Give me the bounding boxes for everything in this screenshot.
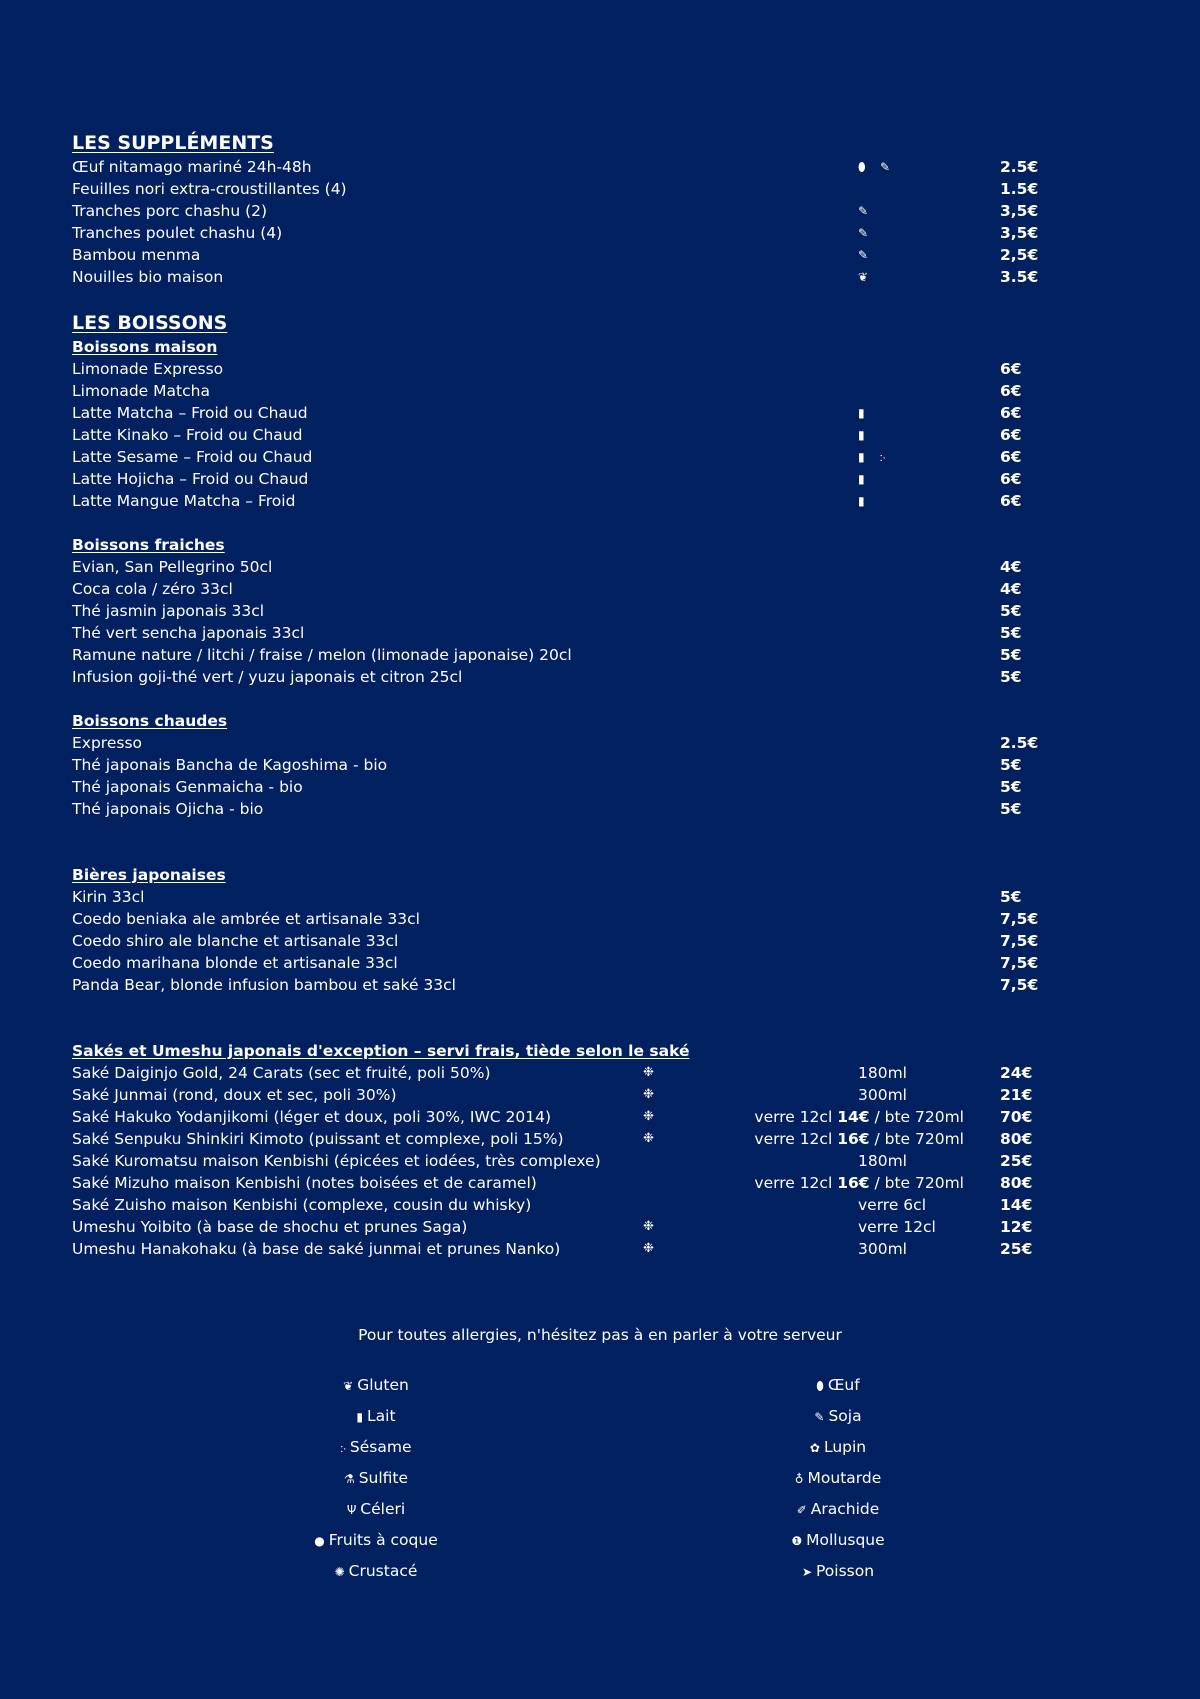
menu-item: [72, 200, 1132, 222]
item-name: Infusion goji-thé vert / yuzu japonais et citron 25cl: [72, 668, 463, 686]
item-price: 6€: [1000, 426, 1022, 444]
volume-label: verre 12cl: [858, 1218, 936, 1236]
allergen-icons: [858, 244, 880, 266]
legend-item-oeuf: [688, 1370, 988, 1401]
item-name: Saké Hakuko Yodanjikomi (léger et doux, poli 30%, IWC 2014): [72, 1108, 552, 1126]
arachide-icon: ✐: [796, 1503, 807, 1517]
legend-item-moutarde: [688, 1463, 988, 1494]
allergen-icons: [858, 468, 880, 490]
milk-icon: ▮: [858, 406, 865, 420]
item-volume: [858, 1216, 936, 1238]
volume-label: 180ml: [858, 1064, 907, 1082]
lait-icon: ▮: [356, 1410, 364, 1424]
sake-item: [72, 1238, 1132, 1260]
menu-item: [72, 490, 1132, 512]
menu-item: [72, 468, 1132, 490]
item-price: 6€: [1000, 492, 1022, 510]
sake-item: [72, 1150, 1132, 1172]
soy-icon: ✎: [880, 160, 891, 174]
item-price: 5€: [1000, 888, 1022, 906]
sake-list: [72, 1062, 1132, 1260]
legend-item-crustace: [226, 1556, 526, 1587]
item-name: Expresso: [72, 734, 143, 752]
item-name: Kirin 33cl: [72, 888, 145, 906]
subsection-title-cold: Boissons fraiches: [72, 536, 225, 554]
menu-item: [72, 776, 1132, 798]
sake-item: [72, 1128, 1132, 1150]
item-price: 7,5€: [1000, 954, 1039, 972]
subsection-title-hot: Boissons chaudes: [72, 712, 228, 730]
legend-item-sulfite: [226, 1463, 526, 1494]
house-drinks-list: [72, 358, 1132, 512]
sesame-icon: ჻: [880, 450, 886, 464]
moutarde-icon: ♁: [794, 1472, 804, 1486]
soy-icon: ✎: [858, 204, 869, 218]
volume-label: 300ml: [858, 1086, 907, 1104]
section-title: LES SUPPLÉMENTS: [72, 132, 274, 154]
volume-label: 180ml: [858, 1152, 907, 1170]
item-price: 6€: [1000, 404, 1022, 422]
menu-item: [72, 358, 1132, 380]
legend-label: Œuf: [827, 1376, 860, 1394]
legend-item-arachide: [688, 1494, 988, 1525]
item-price: 1.5€: [1000, 180, 1039, 198]
fruits-a-coque-icon: ●: [314, 1534, 325, 1548]
item-name: Umeshu Yoibito (à base de shochu et prunes Saga): [72, 1218, 468, 1236]
item-volume: [858, 1194, 926, 1216]
item-price: 7,5€: [1000, 976, 1039, 994]
hot-drinks-list: [72, 732, 1132, 820]
allergen-legend-left: [226, 1370, 526, 1587]
item-price: 5€: [1000, 800, 1022, 818]
item-price: 2.5€: [1000, 734, 1039, 752]
poisson-icon: ➤: [801, 1565, 812, 1579]
gluten-icon: ❦: [343, 1379, 354, 1393]
legend-item-gluten: [226, 1370, 526, 1401]
volume-label: / bte 720ml: [869, 1174, 964, 1192]
milk-icon: ▮: [858, 494, 865, 508]
menu-item: [72, 244, 1132, 266]
menu-item: [72, 424, 1132, 446]
item-name: Thé japonais Genmaicha - bio: [72, 778, 303, 796]
item-price: 7,5€: [1000, 910, 1039, 928]
menu-item: [72, 974, 1132, 996]
legend-label: Lait: [367, 1407, 396, 1425]
item-name: Tranches porc chashu (2): [72, 202, 268, 220]
item-name: Coca cola / zéro 33cl: [72, 580, 233, 598]
item-name: Coedo beniaka ale ambrée et artisanale 33cl: [72, 910, 420, 928]
cold-serve-icon: ❉: [643, 1065, 654, 1080]
item-price: 6€: [1000, 382, 1022, 400]
legend-label: Lupin: [823, 1438, 867, 1456]
lupin-icon: ✿: [809, 1441, 820, 1455]
allergen-icons: [858, 266, 880, 288]
glass-label: verre 12cl: [754, 1174, 838, 1192]
legend-item-poisson: [688, 1556, 988, 1587]
menu-item: [72, 644, 1132, 666]
legend-label: Céleri: [360, 1500, 406, 1518]
item-price: 4€: [1000, 558, 1022, 576]
legend-item-mollusque: [688, 1525, 988, 1556]
legend-label: Arachide: [810, 1500, 880, 1518]
menu-item: [72, 402, 1132, 424]
item-name: Panda Bear, blonde infusion bambou et saké 33cl: [72, 976, 456, 994]
legend-item-lait: [226, 1401, 526, 1432]
menu-item: [72, 732, 1132, 754]
milk-icon: ▮: [858, 472, 865, 486]
drinks-section: [72, 310, 1132, 1260]
cold-serve-icon: ❉: [643, 1219, 654, 1234]
item-volume: [858, 1150, 907, 1172]
sake-item: [72, 1194, 1132, 1216]
legend-label: Moutarde: [807, 1469, 882, 1487]
item-price: 2.5€: [1000, 158, 1039, 176]
gluten-icon: ❦: [858, 270, 869, 284]
menu-item: [72, 222, 1132, 244]
item-price: 5€: [1000, 756, 1022, 774]
allergen-icons: [858, 490, 880, 512]
sake-item: [72, 1062, 1132, 1084]
item-name: Latte Hojicha – Froid ou Chaud: [72, 470, 309, 488]
volume-label: 300ml: [858, 1240, 907, 1258]
item-price: 80€: [1000, 1174, 1033, 1192]
item-name: Latte Kinako – Froid ou Chaud: [72, 426, 303, 444]
item-name: Thé japonais Ojicha - bio: [72, 800, 264, 818]
milk-icon: ▮: [858, 428, 865, 442]
item-price: 5€: [1000, 778, 1022, 796]
volume-label: verre 6cl: [858, 1196, 926, 1214]
menu-page: [72, 130, 1132, 1260]
glass-label: verre 12cl: [754, 1108, 838, 1126]
item-name: Bambou menma: [72, 246, 201, 264]
item-name: Saké Daiginjo Gold, 24 Carats (sec et fruité, poli 50%): [72, 1064, 491, 1082]
item-name: Saké Junmai (rond, doux et sec, poli 30%): [72, 1086, 397, 1104]
item-name: Thé japonais Bancha de Kagoshima - bio: [72, 756, 388, 774]
item-price: 7,5€: [1000, 932, 1039, 950]
allergen-icons: [858, 402, 880, 424]
item-name: Coedo marihana blonde et artisanale 33cl: [72, 954, 398, 972]
item-price: 21€: [1000, 1086, 1033, 1104]
item-volume: [858, 1062, 907, 1084]
sake-item: [72, 1216, 1132, 1238]
item-name: Œuf nitamago mariné 24h-48h: [72, 158, 312, 176]
item-name: Saké Zuisho maison Kenbishi (complexe, cousin du whisky): [72, 1196, 532, 1214]
legend-item-sesame: [226, 1432, 526, 1463]
cold-serve-icon: ❉: [643, 1241, 654, 1256]
legend-label: Sésame: [349, 1438, 412, 1456]
sake-item: [72, 1084, 1132, 1106]
item-name: Saké Mizuho maison Kenbishi (notes boisées et de caramel): [72, 1174, 537, 1192]
item-price: 3.5€: [1000, 268, 1039, 286]
item-volume: [754, 1128, 964, 1150]
item-name: Nouilles bio maison: [72, 268, 224, 286]
item-name: Saké Kuromatsu maison Kenbishi (épicées et iodées, très complexe): [72, 1152, 601, 1170]
item-price: 80€: [1000, 1130, 1033, 1148]
item-price: 3,5€: [1000, 202, 1039, 220]
item-price: 70€: [1000, 1108, 1033, 1126]
item-price: 25€: [1000, 1240, 1033, 1258]
cold-serve-icon: ❉: [643, 1109, 654, 1124]
supplements-list: [72, 156, 1132, 288]
allergen-icons: [858, 222, 880, 244]
glass-price: 14€: [837, 1108, 870, 1126]
legend-label: Crustacé: [348, 1562, 418, 1580]
item-volume: [858, 1238, 907, 1260]
item-price: 12€: [1000, 1218, 1033, 1236]
item-name: Limonade Matcha: [72, 382, 210, 400]
sake-item: [72, 1106, 1132, 1128]
cold-serve-icon: ❉: [643, 1087, 654, 1102]
item-name: Latte Sesame – Froid ou Chaud: [72, 448, 313, 466]
beers-list: [72, 886, 1132, 996]
legend-item-lupin: [688, 1432, 988, 1463]
soja-icon: ✎: [814, 1410, 825, 1424]
subsection-title-beers: Bières japonaises: [72, 866, 226, 884]
glass-price: 16€: [837, 1130, 870, 1148]
sesame-icon: ჻: [340, 1441, 346, 1455]
glass-label: verre 12cl: [754, 1130, 838, 1148]
allergen-icons: [858, 446, 902, 468]
item-price: 24€: [1000, 1064, 1033, 1082]
menu-item: [72, 908, 1132, 930]
menu-item: [72, 798, 1132, 820]
crustace-icon: ✺: [334, 1565, 345, 1579]
item-price: 5€: [1000, 602, 1022, 620]
legend-label: Fruits à coque: [328, 1531, 438, 1549]
item-price: 2,5€: [1000, 246, 1039, 264]
item-price: 14€: [1000, 1196, 1033, 1214]
sulfite-icon: ⚗: [343, 1472, 355, 1486]
sake-item: [72, 1172, 1132, 1194]
section-title: LES BOISSONS: [72, 312, 228, 334]
item-name: Thé vert sencha japonais 33cl: [72, 624, 305, 642]
item-price: 5€: [1000, 646, 1022, 664]
item-price: 25€: [1000, 1152, 1033, 1170]
item-price: 6€: [1000, 448, 1022, 466]
allergen-icons: [858, 424, 880, 446]
item-name: Coedo shiro ale blanche et artisanale 33cl: [72, 932, 399, 950]
milk-icon: ▮: [858, 450, 865, 464]
legend-label: Gluten: [357, 1376, 409, 1394]
item-name: Ramune nature / litchi / fraise / melon (limonade japonaise) 20cl: [72, 646, 572, 664]
menu-item: [72, 380, 1132, 402]
item-price: 6€: [1000, 360, 1022, 378]
item-name: Saké Senpuku Shinkiri Kimoto (puissant et complexe, poli 15%): [72, 1130, 564, 1148]
celeri-icon: Ψ: [346, 1503, 357, 1517]
volume-label: / bte 720ml: [869, 1108, 964, 1126]
cold-drinks-list: [72, 556, 1132, 688]
soy-icon: ✎: [858, 248, 869, 262]
volume-label: / bte 720ml: [869, 1130, 964, 1148]
item-volume: [858, 1084, 907, 1106]
cold-serve-icon: ❉: [643, 1131, 654, 1146]
menu-item: [72, 952, 1132, 974]
item-name: Latte Matcha – Froid ou Chaud: [72, 404, 308, 422]
menu-item: [72, 754, 1132, 776]
legend-item-soja: [688, 1401, 988, 1432]
item-name: Latte Mangue Matcha – Froid: [72, 492, 296, 510]
item-volume: [754, 1106, 964, 1128]
subsection-title-house: Boissons maison: [72, 338, 218, 356]
legend-label: Poisson: [816, 1562, 875, 1580]
menu-item: [72, 556, 1132, 578]
item-price: 5€: [1000, 624, 1022, 642]
egg-icon: ⬮: [858, 160, 866, 174]
item-price: 5€: [1000, 668, 1022, 686]
item-name: Feuilles nori extra-croustillantes (4): [72, 180, 347, 198]
item-price: 4€: [1000, 580, 1022, 598]
legend-item-celeri: [226, 1494, 526, 1525]
menu-item: [72, 446, 1132, 468]
item-price: 6€: [1000, 470, 1022, 488]
menu-item: [72, 666, 1132, 688]
menu-item: [72, 266, 1132, 288]
item-price: 3,5€: [1000, 224, 1039, 242]
allergen-icons: [858, 200, 880, 222]
menu-item: [72, 156, 1132, 178]
item-name: Tranches poulet chashu (4): [72, 224, 283, 242]
menu-item: [72, 178, 1132, 200]
legend-label: Mollusque: [806, 1531, 885, 1549]
oeuf-icon: ⬮: [816, 1379, 824, 1393]
mollusque-icon: ❶: [791, 1534, 803, 1548]
allergen-legend-right: [688, 1370, 988, 1587]
menu-item: [72, 622, 1132, 644]
item-name: Limonade Expresso: [72, 360, 224, 378]
glass-price: 16€: [837, 1174, 870, 1192]
legend-label: Soja: [828, 1407, 862, 1425]
item-name: Thé jasmin japonais 33cl: [72, 602, 265, 620]
soy-icon: ✎: [858, 226, 869, 240]
menu-item: [72, 600, 1132, 622]
menu-item: [72, 930, 1132, 952]
legend-label: Sulfite: [358, 1469, 409, 1487]
allergen-icons: [858, 156, 902, 178]
menu-item: [72, 578, 1132, 600]
item-volume: [754, 1172, 964, 1194]
subsection-title-sake: Sakés et Umeshu japonais d'exception – servi frais, tiède selon le saké: [72, 1042, 690, 1060]
item-name: Umeshu Hanakohaku (à base de saké junmai et prunes Nanko): [72, 1240, 561, 1258]
menu-item: [72, 886, 1132, 908]
legend-item-fruits-a-coque: [226, 1525, 526, 1556]
allergy-notice: Pour toutes allergies, n'hésitez pas à en parler à votre serveur: [358, 1326, 842, 1344]
supplements-section: [72, 130, 1132, 288]
item-name: Evian, San Pellegrino 50cl: [72, 558, 273, 576]
